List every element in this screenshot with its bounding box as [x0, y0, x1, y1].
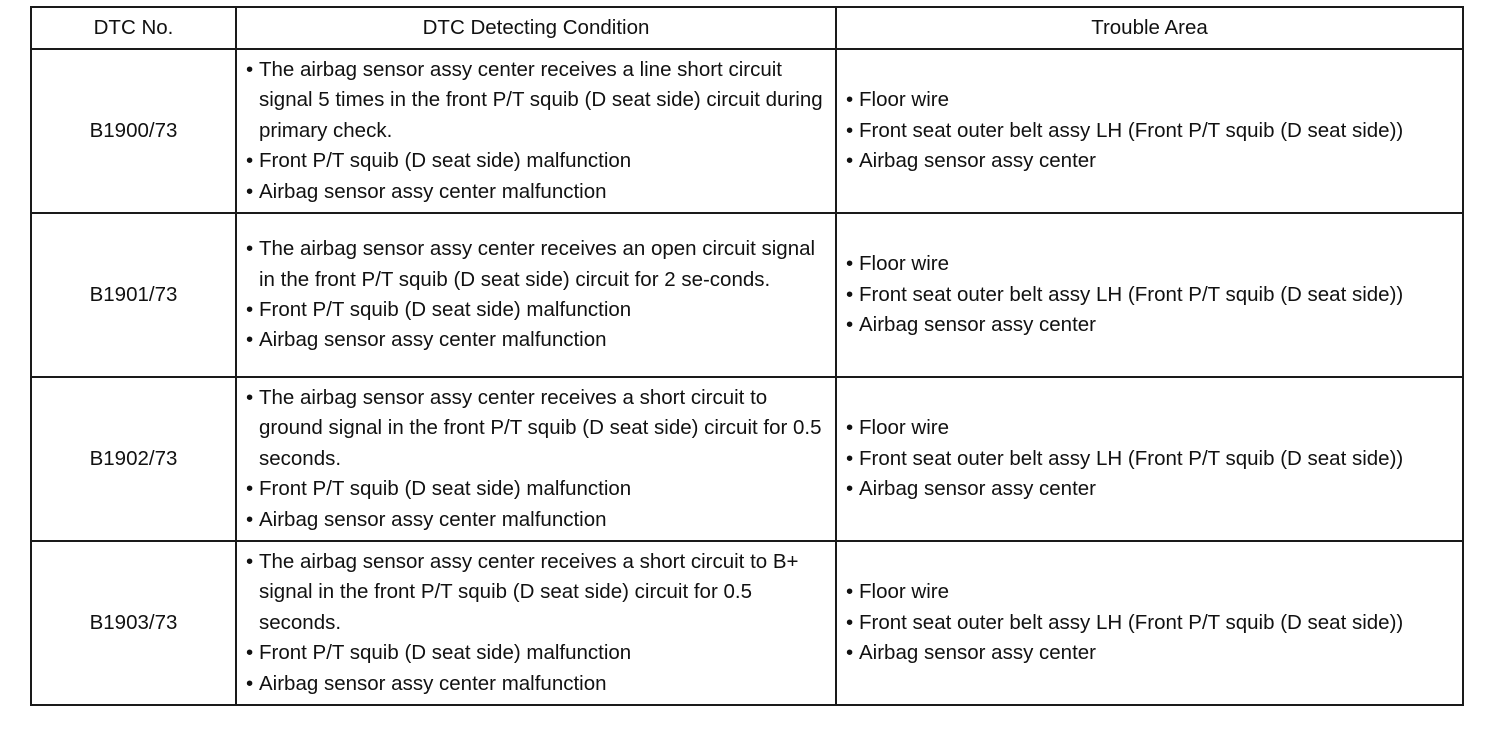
condition-item: • Front P/T squib (D seat side) malfunction: [246, 638, 829, 668]
area-item: • Floor wire: [846, 249, 1456, 279]
condition-item: • Front P/T squib (D seat side) malfunction: [246, 474, 829, 504]
area-item: • Airbag sensor assy center: [846, 638, 1456, 668]
detecting-condition-cell: [236, 213, 836, 377]
condition-item: • Airbag sensor assy center malfunction: [246, 669, 829, 699]
condition-item: • The airbag sensor assy center receives an open circuit signal in the front P/T squib (D seat side) circuit for 2 se-conds.: [246, 234, 829, 295]
trouble-area-cell: [836, 49, 1463, 213]
area-item: • Front seat outer belt assy LH (Front P/T squib (D seat side)): [846, 444, 1456, 474]
detecting-condition-cell: [236, 541, 836, 705]
dtc-code: B1902/73: [31, 377, 236, 541]
area-item: • Front seat outer belt assy LH (Front P/T squib (D seat side)): [846, 116, 1456, 146]
condition-item: • The airbag sensor assy center receives a short circuit to ground signal in the front P/T squib (D seat side) circuit for 0.5 seconds.: [246, 383, 829, 474]
condition-item: • Airbag sensor assy center malfunction: [246, 505, 829, 535]
condition-item: • Airbag sensor assy center malfunction: [246, 325, 829, 355]
header-dtc-no: DTC No.: [31, 7, 236, 49]
area-item: • Airbag sensor assy center: [846, 146, 1456, 176]
dtc-table: [30, 6, 1464, 706]
dtc-code: B1900/73: [31, 49, 236, 213]
area-item: • Floor wire: [846, 577, 1456, 607]
header-row: [31, 7, 1463, 49]
trouble-area-cell: [836, 213, 1463, 377]
area-item: • Airbag sensor assy center: [846, 310, 1456, 340]
table-row: [31, 541, 1463, 705]
area-item: • Front seat outer belt assy LH (Front P/T squib (D seat side)): [846, 608, 1456, 638]
detecting-condition-cell: [236, 49, 836, 213]
area-item: • Airbag sensor assy center: [846, 474, 1456, 504]
area-item: • Floor wire: [846, 85, 1456, 115]
header-trouble-area: Trouble Area: [836, 7, 1463, 49]
trouble-area-cell: [836, 541, 1463, 705]
condition-item: • The airbag sensor assy center receives a short circuit to B+ signal in the front P/T squib (D seat side) circuit for 0.5 seconds.: [246, 547, 829, 638]
area-item: • Front seat outer belt assy LH (Front P/T squib (D seat side)): [846, 280, 1456, 310]
condition-item: • Front P/T squib (D seat side) malfunction: [246, 146, 829, 176]
condition-item: • Airbag sensor assy center malfunction: [246, 177, 829, 207]
table-row: [31, 377, 1463, 541]
dtc-code: B1901/73: [31, 213, 236, 377]
condition-item: • Front P/T squib (D seat side) malfunction: [246, 295, 829, 325]
dtc-code: B1903/73: [31, 541, 236, 705]
detecting-condition-cell: [236, 377, 836, 541]
condition-item: • The airbag sensor assy center receives a line short circuit signal 5 times in the front P/T squib (D seat side) circuit during primary check.: [246, 55, 829, 146]
table-row: [31, 213, 1463, 377]
table-row: [31, 49, 1463, 213]
area-item: • Floor wire: [846, 413, 1456, 443]
trouble-area-cell: [836, 377, 1463, 541]
header-detecting-condition: DTC Detecting Condition: [236, 7, 836, 49]
